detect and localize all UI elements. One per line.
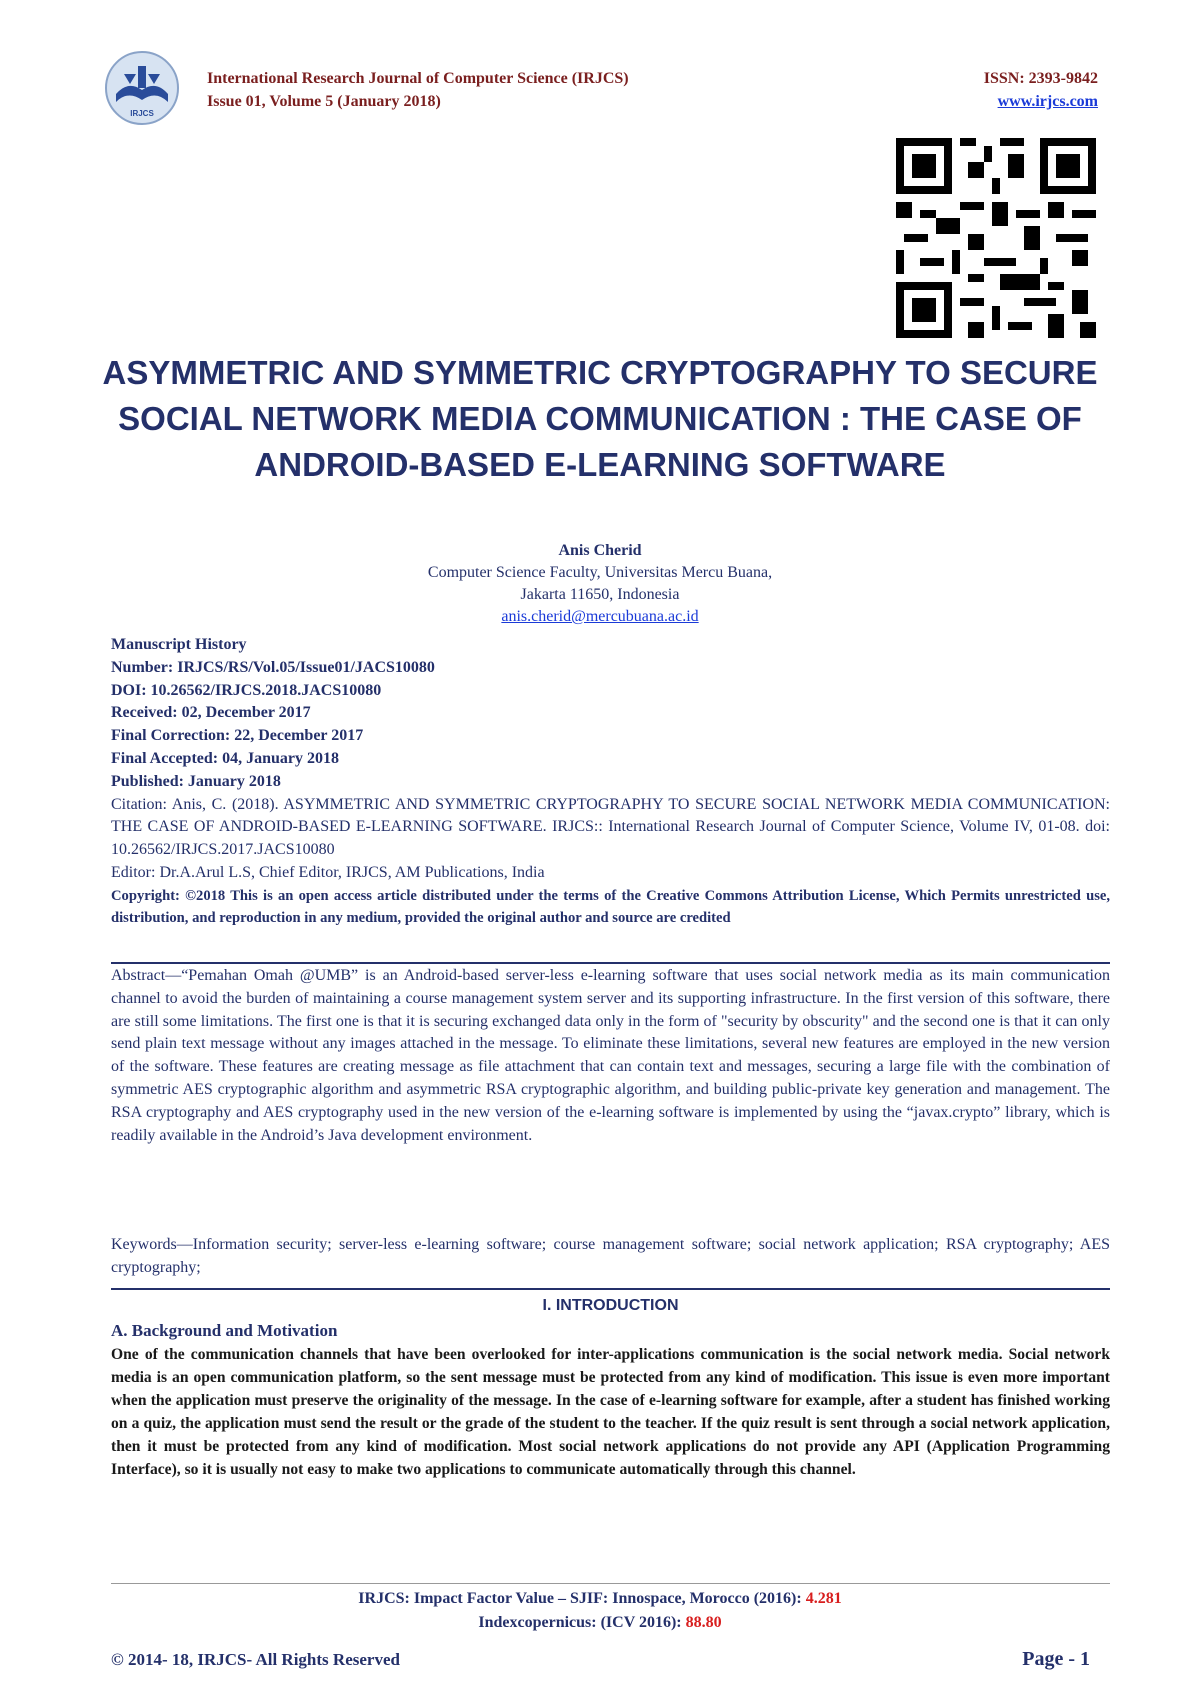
keywords: Keywords—Information security; server-less e-learning software; course management software; social network application; RSA cryptography; AES cryptography;: [111, 1236, 1110, 1276]
logo-text: IRJCS: [130, 109, 154, 118]
journal-website-link[interactable]: www.irjcs.com: [997, 93, 1098, 110]
qr-code: [896, 138, 1096, 338]
author-name: Anis Cherid: [558, 542, 642, 559]
author-block: [100, 540, 1100, 628]
affiliation-line-1: Computer Science Faculty, Universitas Mercu Buana,: [427, 564, 773, 581]
subsection-heading: A. Background and Motivation: [111, 1321, 338, 1340]
divider-above-abstract: [111, 962, 1110, 964]
author-email-link[interactable]: anis.cherid@mercubuana.ac.id: [501, 608, 699, 625]
history-final-accepted: Final Accepted: 04, January 2018: [111, 749, 339, 767]
indexcopernicus-label: Indexcopernicus: (ICV 2016):: [478, 1614, 686, 1631]
affiliation-line-2: Jakarta 11650, Indonesia: [520, 586, 680, 603]
page-number: Page - 1: [1022, 1648, 1090, 1670]
impact-factor-label: IRJCS: Impact Factor Value – SJIF: Innospace, Morocco (2016):: [358, 1590, 806, 1607]
history-number: Number: IRJCS/RS/Vol.05/Issue01/JACS10080: [111, 658, 435, 676]
history-final-correction: Final Correction: 22, December 2017: [111, 727, 364, 745]
history-editor: Editor: Dr.A.Arul L.S, Chief Editor, IRJCS, AM Publications, India: [111, 863, 545, 881]
journal-logo: [104, 50, 180, 126]
history-citation: Citation: Anis, C. (2018). ASYMMETRIC AND SYMMETRIC CRYPTOGRAPHY TO SECURE SOCIAL NETWORK MEDIA COMMUNICATION: THE CASE OF ANDROID-BASED E-LEARNING SOFTWARE. IRJCS:: International Research Journal of Computer Science, Volume IV, 01-08. doi: 10.26562/IRJCS.2017.JACS10080: [111, 795, 1110, 859]
journal-name: International Research Journal of Computer Science (IRJCS): [207, 70, 629, 87]
indexcopernicus-value: 88.80: [685, 1614, 722, 1631]
impact-factor-value: 4.281: [805, 1590, 842, 1607]
history-copyright: Copyright: ©2018 This is an open access article distributed under the terms of the Creative Commons Attribution License, Which Permits unrestricted use, distribution, and reproduction in any medium, provided the original author and source are credited: [111, 887, 1110, 927]
manuscript-history: [111, 634, 1110, 930]
history-heading: Manuscript History: [111, 636, 247, 653]
section-heading-introduction: I. INTRODUCTION: [542, 1297, 679, 1314]
footer-divider: [111, 1583, 1110, 1584]
divider-above-introduction: [111, 1288, 1110, 1290]
introduction-paragraph: One of the communication channels that have been overlooked for inter-applications communication is the social network media. Social network media is an open communication platform, so the sent message must be protected from any kind of modification. This issue is even more important when the application must preserve the originality of the message. In the case of e-learning software for example, after a student has finished working on a quiz, the application must send the result or the grade of the student to the teacher. If the quiz result is sent through a social network application, then it must be protected from any kind of modification. Most social network applications do not provide any API (Application Programming Interface), so it is usually not easy to make two applications to communicate automatically through this channel.: [111, 1346, 1110, 1478]
issn: ISSN: 2393-9842: [983, 70, 1098, 87]
paper-title: ASYMMETRIC AND SYMMETRIC CRYPTOGRAPHY TO SECURE SOCIAL NETWORK MEDIA COMMUNICATION : THE CASE OF ANDROID-BASED E-LEARNING SOFTWARE: [102, 354, 1098, 483]
history-doi: DOI: 10.26562/IRJCS.2018.JACS10080: [111, 681, 382, 699]
history-published: Published: January 2018: [111, 772, 281, 790]
footer-copyright: © 2014- 18, IRJCS- All Rights Reserved: [111, 1650, 400, 1669]
journal-issue: Issue 01, Volume 5 (January 2018): [207, 93, 441, 110]
history-received: Received: 02, December 2017: [111, 704, 311, 722]
abstract: Abstract—“Pemahan Omah @UMB” is an Android-based server-less e-learning software that uses social network media as its main communication channel to avoid the burden of maintaining a course management system server and its supporting infrastructure. In the first version of this software, there are still some limitations. The first one is that it is securing exchanged data only in the form of "security by obscurity" and the second one is that it can only send plain text message without any images attached in the message. To eliminate these limitations, several new features are employed in the new version of the software. These features are creating message as file attachment that can contain text and messages, securing a large file with the combination of symmetric AES cryptographic algorithm and asymmetric RSA cryptographic algorithm, and building public-private key generation and management. The RSA cryptography and AES cryptography used in the new version of the e-learning software is implemented by using the “javax.crypto” library, which is readily available in the Android’s Java development environment.: [111, 967, 1110, 1144]
indexcopernicus-line: [100, 1614, 1100, 1632]
impact-factor-line: [100, 1590, 1100, 1608]
